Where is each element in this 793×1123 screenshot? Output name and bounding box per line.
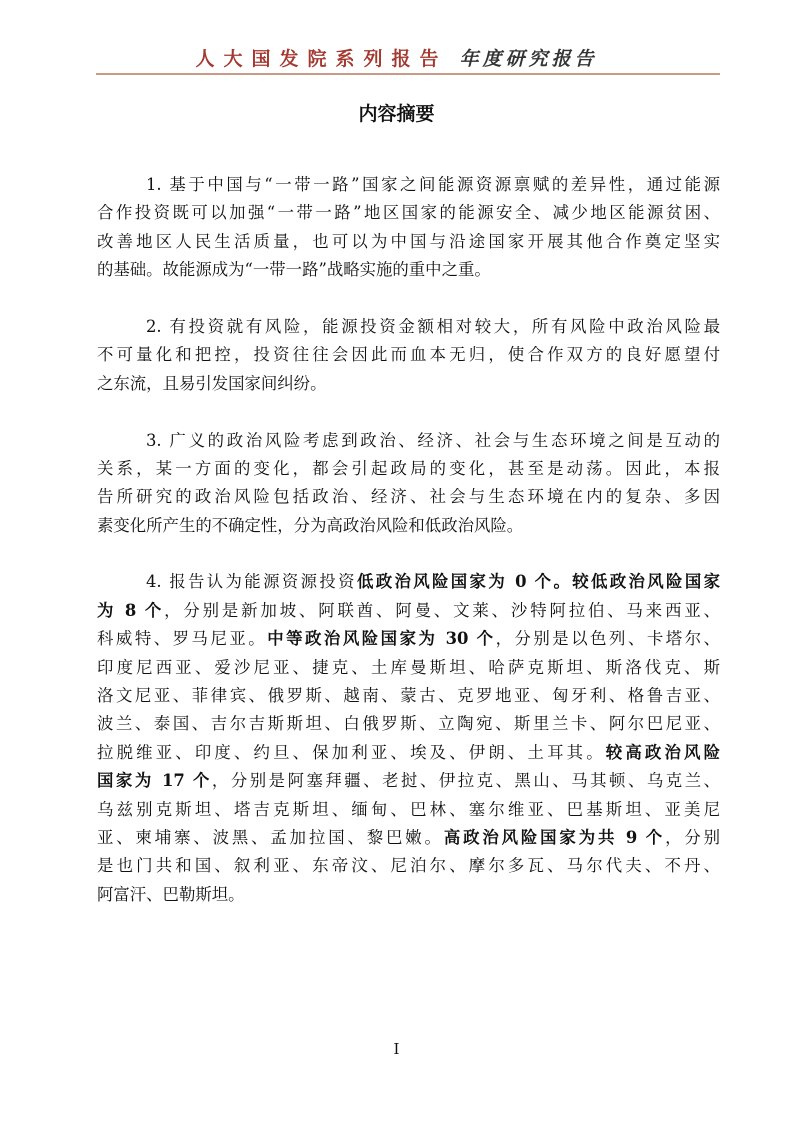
text-segment: 是也门共和国、叙利亚、东帝汶、尼泊尔、摩尔多瓦、马尔代夫、不丹、 <box>97 856 720 876</box>
text-line <box>97 881 720 909</box>
bold-text-segment: 为 8 个 <box>97 600 165 620</box>
text-line <box>97 341 720 369</box>
text-segment: 3. 广义的政治风险考虑到政治、经济、社会与生态环境之间是互动的 <box>146 430 720 450</box>
abstract-paragraph <box>97 568 720 909</box>
text-segment: 乌兹别克斯坦、塔吉克斯坦、缅甸、巴林、塞尔维亚、巴基斯坦、亚美尼 <box>97 799 720 819</box>
text-segment: 不可量化和把控，投资往往会因此而血本无归，使合作双方的良好愿望付 <box>97 345 720 365</box>
text-segment: 的基础。故能源成为“一带一路”战略实施的重中之重。 <box>97 260 491 280</box>
text-segment: 4. 报告认为能源资源投资 <box>146 572 357 592</box>
text-segment: 亚、柬埔寨、波黑、孟加拉国、黎巴嫩。 <box>97 827 444 847</box>
text-segment: 科威特、罗马尼亚。 <box>97 629 268 649</box>
bold-text-segment: 中等政治风险国家为 30 个 <box>267 629 496 649</box>
abstract-body <box>97 171 720 938</box>
text-segment: 素变化所产生的不确定性，分为高政治风险和低政治风险。 <box>97 515 524 535</box>
text-segment: 关系，某一方面的变化，都会引起政局的变化，甚至是动荡。因此，本报 <box>97 458 720 478</box>
text-segment: ，分别是阿塞拜疆、老挝、伊拉克、黑山、马其顿、乌克兰、 <box>211 771 721 791</box>
text-line <box>97 256 720 284</box>
text-segment: 合作投资既可以加强“一带一路”地区国家的能源安全、减少地区能源贫困、 <box>97 203 720 223</box>
text-line <box>97 568 720 596</box>
bold-text-segment: 国家为 17 个 <box>97 771 212 791</box>
text-segment: 波兰、泰国、吉尔吉斯斯坦、白俄罗斯、立陶宛、斯里兰卡、阿尔巴尼亚、 <box>97 714 720 734</box>
page-number: I <box>393 1040 400 1058</box>
abstract-paragraph <box>97 313 720 398</box>
text-line <box>97 625 720 653</box>
text-line <box>97 767 720 795</box>
annual-report-label: 年度研究报告 <box>459 48 598 70</box>
text-line <box>97 739 720 767</box>
text-segment: 印度尼西亚、爱沙尼亚、捷克、土库曼斯坦、哈萨克斯坦、斯洛伐克、斯 <box>97 657 720 677</box>
bold-text-segment: 低政治风险国家为 0 个。较低政治风险国家 <box>356 572 720 592</box>
text-line <box>97 313 720 341</box>
text-segment: 之东流，且易引发国家间纠纷。 <box>97 373 327 393</box>
text-segment: ，分别是以色列、卡塔尔、 <box>495 629 720 649</box>
text-segment: 2. 有投资就有风险，能源投资金额相对较大，所有风险中政治风险最 <box>146 316 720 336</box>
text-segment: 洛文尼亚、菲律宾、俄罗斯、越南、蒙古、克罗地亚、匈牙利、格鲁吉亚、 <box>97 686 720 706</box>
abstract-paragraph <box>97 171 720 285</box>
text-line <box>97 171 720 199</box>
text-line <box>97 427 720 455</box>
text-segment: 阿富汗、巴勒斯坦。 <box>97 884 245 904</box>
running-header <box>0 44 793 71</box>
text-segment: 1. 基于中国与“一带一路”国家之间能源资源禀赋的差异性，通过能源 <box>146 175 720 194</box>
text-line <box>97 512 720 540</box>
text-segment: 拉脱维亚、印度、约旦、保加利亚、埃及、伊朗、土耳其。 <box>97 742 606 762</box>
text-line <box>97 370 720 398</box>
page-title: 内容摘要 <box>358 103 435 125</box>
report-series-label: 人大国发院系列报告 <box>195 48 448 70</box>
text-segment: 告所研究的政治风险包括政治、经济、社会与生态环境在内的复杂、多因 <box>97 487 720 507</box>
text-line <box>97 455 720 483</box>
text-segment: ，分别是新加坡、阿联酋、阿曼、文莱、沙特阿拉伯、马来西亚、 <box>164 600 720 620</box>
text-line <box>97 824 720 852</box>
text-line <box>97 852 720 880</box>
text-line <box>97 710 720 738</box>
abstract-paragraph <box>97 427 720 541</box>
text-line <box>97 228 720 256</box>
text-line <box>97 483 720 511</box>
text-segment: ，分别 <box>665 827 721 847</box>
text-line <box>97 654 720 682</box>
bold-text-segment: 高政治风险国家为共 9 个 <box>443 827 666 847</box>
text-line <box>97 199 720 227</box>
text-line <box>97 597 720 625</box>
text-segment: 改善地区人民生活质量，也可以为中国与沿途国家开展其他合作奠定坚实 <box>97 231 720 251</box>
text-line <box>97 682 720 710</box>
text-line <box>97 796 720 824</box>
header-divider <box>96 73 720 75</box>
bold-text-segment: 较高政治风险 <box>605 742 721 762</box>
